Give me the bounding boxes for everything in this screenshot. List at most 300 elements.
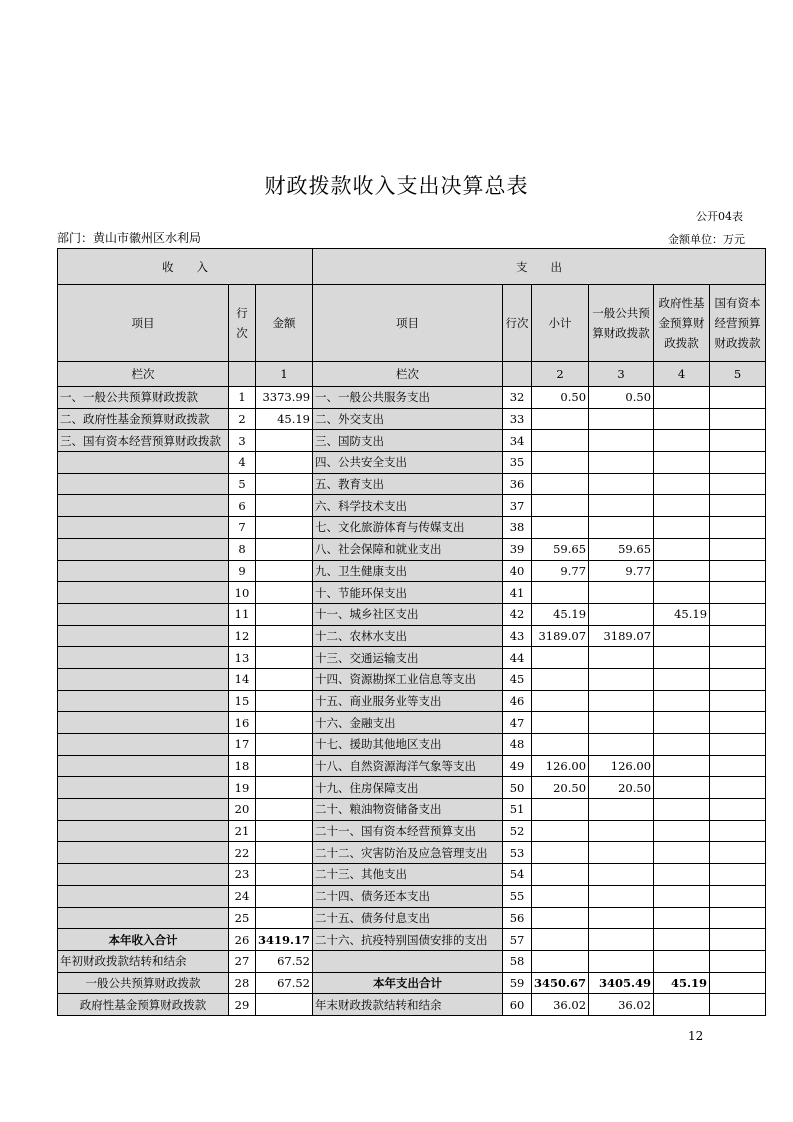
expense-row-no-cell: 35	[503, 452, 532, 474]
expense-item-cell: 二十三、其他支出	[313, 864, 503, 886]
general-budget-cell: 59.65	[589, 538, 654, 560]
gov-fund-cell	[654, 473, 710, 495]
income-amount-cell	[256, 582, 313, 604]
income-amount-cell	[256, 734, 313, 756]
expense-row-no-cell: 39	[503, 538, 532, 560]
income-item-cell	[58, 668, 229, 690]
income-item-cell	[58, 495, 229, 517]
income-amount-cell: 3373.99	[256, 387, 313, 409]
gov-fund-cell	[654, 560, 710, 582]
state-capital-cell	[710, 538, 766, 560]
column-index-row	[58, 362, 766, 387]
expense-item-cell: 四、公共安全支出	[313, 452, 503, 474]
income-row-no-cell: 17	[229, 734, 256, 756]
expense-section-header: 支 出	[313, 249, 766, 285]
income-row-no-cell: 10	[229, 582, 256, 604]
income-row-no-cell: 2	[229, 408, 256, 430]
general-budget-cell: 36.02	[589, 994, 654, 1016]
expense-item-cell: 二、外交支出	[313, 408, 503, 430]
general-budget-cell	[589, 799, 654, 821]
income-amount-cell	[256, 603, 313, 625]
table-row	[58, 799, 766, 821]
income-row-no-cell: 18	[229, 755, 256, 777]
income-item-cell: 一、一般公共预算财政拨款	[58, 387, 229, 409]
subtotal-cell	[532, 734, 589, 756]
income-row-no-cell: 29	[229, 994, 256, 1016]
general-budget-cell	[589, 582, 654, 604]
state-capital-cell	[710, 495, 766, 517]
subtotal-cell: 20.50	[532, 777, 589, 799]
income-row-no-cell: 14	[229, 668, 256, 690]
expense-item-cell: 二十五、债务付息支出	[313, 907, 503, 929]
state-capital-cell	[710, 452, 766, 474]
state-capital-cell	[710, 929, 766, 951]
income-item-cell	[58, 452, 229, 474]
subtotal-cell	[532, 582, 589, 604]
expense-item-cell: 十四、资源勘探工业信息等支出	[313, 668, 503, 690]
income-amount-cell	[256, 755, 313, 777]
income-row-no-cell: 6	[229, 495, 256, 517]
income-amount-cell	[256, 560, 313, 582]
state-capital-cell	[710, 799, 766, 821]
amount-unit-label: 金额单位：万元	[668, 233, 745, 246]
income-amount-cell	[256, 647, 313, 669]
table-row	[58, 950, 766, 972]
expense-row-no-cell: 34	[503, 430, 532, 452]
subtotal-cell	[532, 473, 589, 495]
subtotal-header: 小计	[532, 285, 589, 362]
column-index-2: 2	[532, 362, 589, 387]
income-item-cell	[58, 690, 229, 712]
gov-fund-cell	[654, 820, 710, 842]
table-row	[58, 690, 766, 712]
column-index-cell	[503, 362, 532, 387]
income-item-cell	[58, 473, 229, 495]
table-row	[58, 647, 766, 669]
column-index-4: 4	[654, 362, 710, 387]
income-amount-cell	[256, 668, 313, 690]
expense-item-header: 项目	[313, 285, 503, 362]
income-item-cell	[58, 734, 229, 756]
income-amount-cell	[256, 430, 313, 452]
table-row	[58, 452, 766, 474]
page-title: 财政拨款收入支出决算总表	[264, 174, 529, 198]
income-row-no-cell: 1	[229, 387, 256, 409]
income-item-cell	[58, 820, 229, 842]
table-row	[58, 495, 766, 517]
expense-row-no-cell: 43	[503, 625, 532, 647]
income-amount-cell	[256, 994, 313, 1016]
expense-item-cell: 一、一般公共服务支出	[313, 387, 503, 409]
gov-fund-cell	[654, 755, 710, 777]
table-row	[58, 929, 766, 951]
income-row-no-cell: 23	[229, 864, 256, 886]
expense-item-cell: 本年支出合计	[313, 972, 503, 994]
table-row	[58, 885, 766, 907]
general-budget-cell	[589, 452, 654, 474]
expense-row-no-cell: 50	[503, 777, 532, 799]
state-capital-cell	[710, 820, 766, 842]
income-item-cell	[58, 864, 229, 886]
expense-item-cell: 七、文化旅游体育与传媒支出	[313, 517, 503, 539]
subtotal-cell	[532, 929, 589, 951]
income-amount-cell	[256, 495, 313, 517]
gov-fund-cell	[654, 582, 710, 604]
income-item-cell	[58, 885, 229, 907]
income-row-no-cell: 5	[229, 473, 256, 495]
income-item-cell	[58, 560, 229, 582]
expense-item-cell: 八、社会保障和就业支出	[313, 538, 503, 560]
expense-row-no-cell: 45	[503, 668, 532, 690]
expense-item-cell: 二十二、灾害防治及应急管理支出	[313, 842, 503, 864]
expense-row-no-cell: 51	[503, 799, 532, 821]
income-item-cell	[58, 842, 229, 864]
general-budget-cell	[589, 885, 654, 907]
general-budget-cell	[589, 712, 654, 734]
gov-fund-cell	[654, 538, 710, 560]
table-row	[58, 517, 766, 539]
state-capital-cell	[710, 777, 766, 799]
income-item-header: 项目	[58, 285, 229, 362]
state-capital-cell	[710, 864, 766, 886]
gov-fund-cell	[654, 777, 710, 799]
subtotal-cell	[532, 885, 589, 907]
general-budget-cell: 20.50	[589, 777, 654, 799]
general-budget-cell: 3189.07	[589, 625, 654, 647]
table-row	[58, 538, 766, 560]
general-budget-cell	[589, 864, 654, 886]
column-index-1: 1	[256, 362, 313, 387]
income-row-no-cell: 7	[229, 517, 256, 539]
income-row-no-cell: 21	[229, 820, 256, 842]
subtotal-cell	[532, 430, 589, 452]
general-budget-cell	[589, 495, 654, 517]
income-row-no-cell: 26	[229, 929, 256, 951]
gov-fund-cell	[654, 517, 710, 539]
state-capital-cell	[710, 582, 766, 604]
expense-item-cell: 年末财政拨款结转和结余	[313, 994, 503, 1016]
column-index-cell	[229, 362, 256, 387]
expense-row-no-header: 行次	[503, 285, 532, 362]
general-budget-cell	[589, 929, 654, 951]
subtotal-cell: 9.77	[532, 560, 589, 582]
income-row-no-cell: 24	[229, 885, 256, 907]
state-capital-cell	[710, 972, 766, 994]
income-item-cell	[58, 777, 229, 799]
income-row-no-cell: 11	[229, 603, 256, 625]
income-amount-cell	[256, 473, 313, 495]
general-budget-cell	[589, 950, 654, 972]
income-amount-cell	[256, 864, 313, 886]
state-capital-cell	[710, 408, 766, 430]
income-item-cell	[58, 538, 229, 560]
gov-fund-cell	[654, 430, 710, 452]
expense-item-cell: 六、科学技术支出	[313, 495, 503, 517]
general-budget-cell: 3405.49	[589, 972, 654, 994]
column-index-label: 栏次	[58, 362, 229, 387]
table-row	[58, 972, 766, 994]
income-amount-header: 金额	[256, 285, 313, 362]
income-row-no-cell: 28	[229, 972, 256, 994]
table-row	[58, 712, 766, 734]
income-item-cell: 一般公共预算财政拨款	[58, 972, 229, 994]
state-capital-cell	[710, 842, 766, 864]
gov-fund-cell	[654, 950, 710, 972]
expense-item-cell: 十五、商业服务业等支出	[313, 690, 503, 712]
gov-fund-cell	[654, 625, 710, 647]
gov-fund-cell	[654, 885, 710, 907]
state-capital-cell	[710, 603, 766, 625]
subtotal-cell	[532, 452, 589, 474]
gov-fund-cell	[654, 929, 710, 951]
income-item-cell	[58, 799, 229, 821]
table-row	[58, 473, 766, 495]
expense-item-cell: 二十一、国有资本经营预算支出	[313, 820, 503, 842]
expense-row-no-cell: 59	[503, 972, 532, 994]
expense-item-cell: 十一、城乡社区支出	[313, 603, 503, 625]
income-amount-cell	[256, 452, 313, 474]
income-amount-cell	[256, 885, 313, 907]
income-row-no-cell: 22	[229, 842, 256, 864]
subtotal-cell	[532, 647, 589, 669]
state-capital-header: 国有资本经营预算财政拨款	[710, 285, 766, 362]
state-capital-cell	[710, 625, 766, 647]
expense-row-no-cell: 57	[503, 929, 532, 951]
income-row-no-cell: 4	[229, 452, 256, 474]
income-amount-cell	[256, 820, 313, 842]
gov-fund-cell	[654, 408, 710, 430]
income-row-no-cell: 12	[229, 625, 256, 647]
state-capital-cell	[710, 430, 766, 452]
expense-row-no-cell: 60	[503, 994, 532, 1016]
subtotal-cell: 3450.67	[532, 972, 589, 994]
expense-item-cell: 二十、粮油物资储备支出	[313, 799, 503, 821]
expense-row-no-cell: 32	[503, 387, 532, 409]
subtotal-cell	[532, 712, 589, 734]
income-item-cell: 本年收入合计	[58, 929, 229, 951]
general-budget-cell: 126.00	[589, 755, 654, 777]
table-row	[58, 603, 766, 625]
expense-row-no-cell: 37	[503, 495, 532, 517]
expense-row-no-cell: 53	[503, 842, 532, 864]
income-row-no-cell: 3	[229, 430, 256, 452]
income-row-no-cell: 13	[229, 647, 256, 669]
income-item-cell	[58, 625, 229, 647]
state-capital-cell	[710, 734, 766, 756]
general-budget-cell: 0.50	[589, 387, 654, 409]
expense-item-cell: 九、卫生健康支出	[313, 560, 503, 582]
income-amount-cell: 67.52	[256, 972, 313, 994]
expense-row-no-cell: 49	[503, 755, 532, 777]
income-item-cell	[58, 907, 229, 929]
general-budget-cell	[589, 517, 654, 539]
general-budget-cell	[589, 603, 654, 625]
income-amount-cell	[256, 690, 313, 712]
expense-item-cell: 十八、自然资源海洋气象等支出	[313, 755, 503, 777]
expense-row-no-cell: 36	[503, 473, 532, 495]
general-budget-cell	[589, 690, 654, 712]
gov-fund-cell: 45.19	[654, 972, 710, 994]
income-item-cell	[58, 603, 229, 625]
subtotal-cell: 3189.07	[532, 625, 589, 647]
income-amount-cell: 3419.17	[256, 929, 313, 951]
section-header-row	[58, 249, 766, 285]
expense-row-no-cell: 38	[503, 517, 532, 539]
subtotal-cell	[532, 950, 589, 972]
income-row-no-header: 行次	[229, 285, 256, 362]
subtotal-cell	[532, 799, 589, 821]
state-capital-cell	[710, 907, 766, 929]
table-row	[58, 668, 766, 690]
general-budget-cell	[589, 473, 654, 495]
income-amount-cell: 45.19	[256, 408, 313, 430]
gov-fund-cell	[654, 387, 710, 409]
income-item-cell: 年初财政拨款结转和结余	[58, 950, 229, 972]
gov-fund-cell	[654, 712, 710, 734]
general-budget-cell	[589, 668, 654, 690]
gov-fund-cell	[654, 864, 710, 886]
income-item-cell	[58, 647, 229, 669]
expense-item-cell: 二十六、抗疫特别国债安排的支出	[313, 929, 503, 951]
table-row	[58, 907, 766, 929]
income-row-no-cell: 25	[229, 907, 256, 929]
expense-row-no-cell: 47	[503, 712, 532, 734]
income-row-no-cell: 20	[229, 799, 256, 821]
state-capital-cell	[710, 560, 766, 582]
gov-fund-header: 政府性基金预算财政拨款	[654, 285, 710, 362]
income-item-cell	[58, 517, 229, 539]
expense-item-cell: 十六、金融支出	[313, 712, 503, 734]
expense-row-no-cell: 48	[503, 734, 532, 756]
state-capital-cell	[710, 755, 766, 777]
state-capital-cell	[710, 647, 766, 669]
subtotal-cell	[532, 907, 589, 929]
gov-fund-cell	[654, 495, 710, 517]
income-amount-cell	[256, 517, 313, 539]
table-row	[58, 842, 766, 864]
general-budget-header: 一般公共预算财政拨款	[589, 285, 654, 362]
income-section-header: 收 入	[58, 249, 313, 285]
page-number: 12	[688, 1029, 704, 1043]
table-row	[58, 625, 766, 647]
gov-fund-cell: 45.19	[654, 603, 710, 625]
table-row	[58, 387, 766, 409]
general-budget-cell	[589, 820, 654, 842]
income-amount-cell	[256, 907, 313, 929]
gov-fund-cell	[654, 647, 710, 669]
income-amount-cell	[256, 538, 313, 560]
expense-item-cell: 三、国防支出	[313, 430, 503, 452]
table-row	[58, 408, 766, 430]
gov-fund-cell	[654, 907, 710, 929]
income-row-no-cell: 16	[229, 712, 256, 734]
fiscal-appropriation-table	[57, 248, 766, 1016]
state-capital-cell	[710, 690, 766, 712]
gov-fund-cell	[654, 842, 710, 864]
general-budget-cell	[589, 907, 654, 929]
income-amount-cell	[256, 842, 313, 864]
income-row-no-cell: 8	[229, 538, 256, 560]
state-capital-cell	[710, 950, 766, 972]
expense-row-no-cell: 41	[503, 582, 532, 604]
subtotal-cell	[532, 517, 589, 539]
subtotal-cell	[532, 820, 589, 842]
table-row	[58, 994, 766, 1016]
state-capital-cell	[710, 885, 766, 907]
expense-row-no-cell: 56	[503, 907, 532, 929]
income-row-no-cell: 9	[229, 560, 256, 582]
expense-row-no-cell: 52	[503, 820, 532, 842]
subtotal-cell: 59.65	[532, 538, 589, 560]
general-budget-cell	[589, 647, 654, 669]
expense-row-no-cell: 46	[503, 690, 532, 712]
income-amount-cell: 67.52	[256, 950, 313, 972]
income-row-no-cell: 15	[229, 690, 256, 712]
table-row	[58, 582, 766, 604]
column-index-3: 3	[589, 362, 654, 387]
expense-row-no-cell: 42	[503, 603, 532, 625]
income-item-cell	[58, 712, 229, 734]
expense-row-no-cell: 44	[503, 647, 532, 669]
general-budget-cell	[589, 734, 654, 756]
income-item-cell	[58, 755, 229, 777]
expense-item-cell: 五、教育支出	[313, 473, 503, 495]
table-row	[58, 777, 766, 799]
income-amount-cell	[256, 625, 313, 647]
general-budget-cell	[589, 842, 654, 864]
expense-item-cell: 十七、援助其他地区支出	[313, 734, 503, 756]
expense-item-cell: 十三、交通运输支出	[313, 647, 503, 669]
gov-fund-cell	[654, 668, 710, 690]
state-capital-cell	[710, 994, 766, 1016]
column-header-row	[58, 285, 766, 362]
table-row	[58, 560, 766, 582]
subtotal-cell	[532, 495, 589, 517]
subtotal-cell	[532, 864, 589, 886]
expense-item-cell	[313, 950, 503, 972]
department-label: 部门：黄山市徽州区水利局	[57, 231, 202, 245]
state-capital-cell	[710, 668, 766, 690]
subtotal-cell	[532, 668, 589, 690]
column-index-5: 5	[710, 362, 766, 387]
income-row-no-cell: 19	[229, 777, 256, 799]
subtotal-cell	[532, 408, 589, 430]
state-capital-cell	[710, 712, 766, 734]
gov-fund-cell	[654, 452, 710, 474]
gov-fund-cell	[654, 799, 710, 821]
table-row	[58, 430, 766, 452]
subtotal-cell: 36.02	[532, 994, 589, 1016]
general-budget-cell	[589, 430, 654, 452]
income-row-no-cell: 27	[229, 950, 256, 972]
general-budget-cell: 9.77	[589, 560, 654, 582]
subtotal-cell: 0.50	[532, 387, 589, 409]
state-capital-cell	[710, 517, 766, 539]
expense-row-no-cell: 55	[503, 885, 532, 907]
income-item-cell	[58, 582, 229, 604]
expense-item-cell: 二十四、债务还本支出	[313, 885, 503, 907]
expense-item-cell: 十二、农林水支出	[313, 625, 503, 647]
gov-fund-cell	[654, 734, 710, 756]
gov-fund-cell	[654, 690, 710, 712]
subtotal-cell	[532, 842, 589, 864]
expense-item-cell: 十、节能环保支出	[313, 582, 503, 604]
column-index-label: 栏次	[313, 362, 503, 387]
income-item-cell: 政府性基金预算财政拨款	[58, 994, 229, 1016]
expense-row-no-cell: 54	[503, 864, 532, 886]
expense-item-cell: 十九、住房保障支出	[313, 777, 503, 799]
expense-row-no-cell: 40	[503, 560, 532, 582]
